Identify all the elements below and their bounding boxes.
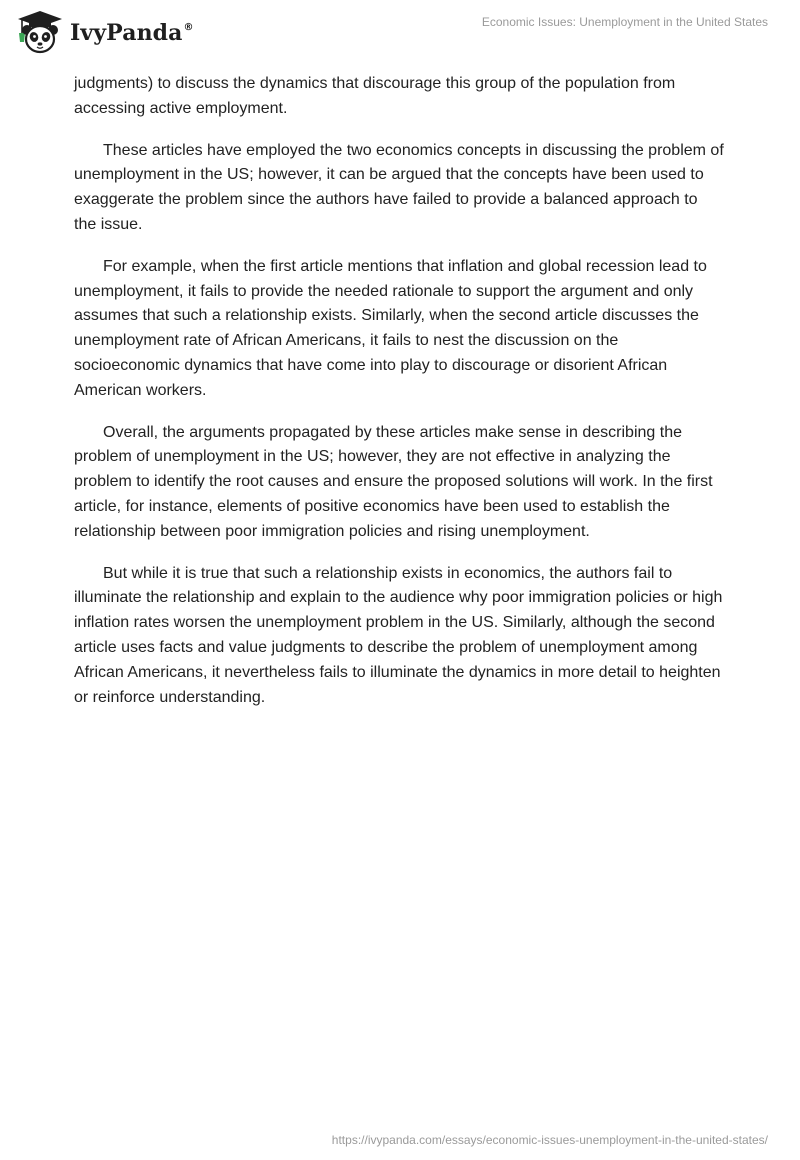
page-header bbox=[0, 0, 800, 64]
paragraph: But while it is true that such a relationship exists in economics, the authors fail to illuminate the relationship and explain to the audience why poor immigration policies or high inflation rates worsen the unemployment problem in the US. Similarly, although the second article uses facts and value judgments to describe the problem of unemployment among African Americans, it nevertheless fails to illuminate the dynamics in more detail to heighten or reinforce understanding. bbox=[74, 564, 723, 706]
paragraph-continued: judgments) to discuss the dynamics that discourage this group of the population from accessing active employment. bbox=[74, 75, 676, 117]
registered-mark: ® bbox=[183, 22, 194, 33]
source-url-link[interactable]: https://ivypanda.com/essays/economic-issues-unemployment-in-the-united-states/ bbox=[331, 1133, 768, 1147]
logo-wordmark bbox=[70, 20, 194, 46]
logo-name: IvyPanda bbox=[70, 20, 183, 46]
ivypanda-logo[interactable] bbox=[14, 8, 194, 56]
panda-graduate-icon bbox=[14, 9, 66, 55]
paragraph: For example, when the first article mentions that inflation and global recession lead to unemployment, it fails to provide the needed rationale to support the argument and only assumes that such a relationship exists. Similarly, when the second article discusses the unemployment rate of African Americans, it fails to nest the discussion on the socioeconomic dynamics that have come into play to discourage or disorient African American workers. bbox=[74, 257, 707, 399]
paragraph: These articles have employed the two economics concepts in discussing the problem of unemployment in the US; however, it can be argued that the concepts have been used to exaggerate the problem since the authors have failed to provide a balanced approach to the issue. bbox=[74, 141, 724, 233]
paragraph: Overall, the arguments propagated by these articles make sense in describing the problem of unemployment in the US; however, they are not effective in analyzing the problem to identify the root causes and ensure the proposed solutions will work. In the first article, for instance, elements of positive economics have been used to establish the relationship between poor immigration policies and rising unemployment. bbox=[74, 423, 713, 540]
document-running-title: Economic Issues: Unemployment in the United States bbox=[481, 15, 768, 29]
essay-body bbox=[74, 72, 724, 727]
